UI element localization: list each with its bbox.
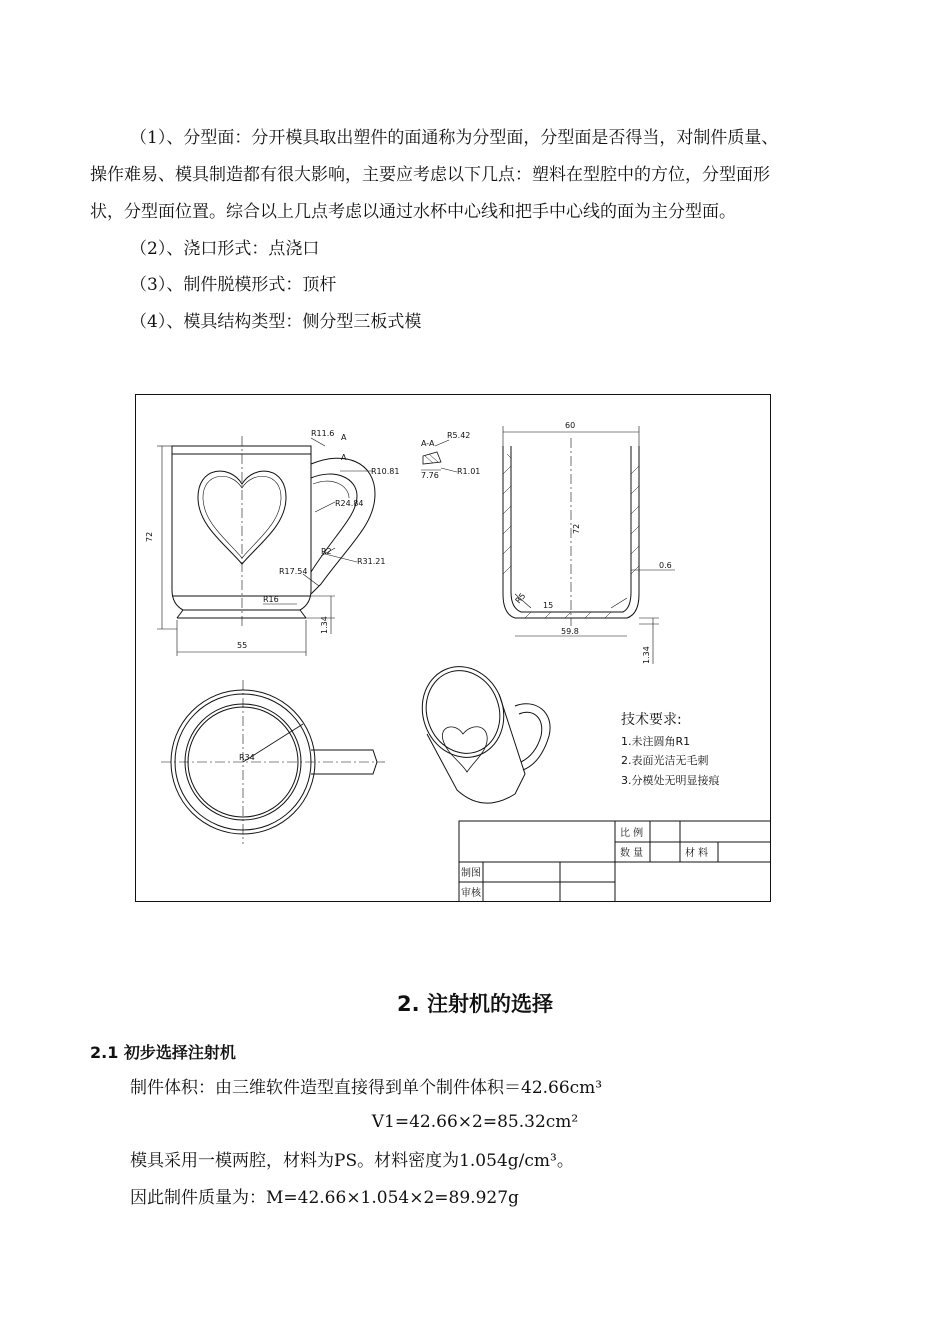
svg-text:A: A [341,433,347,442]
section-view [503,426,675,664]
svg-text:R24.84: R24.84 [335,499,364,508]
svg-text:0.6: 0.6 [659,561,672,570]
svg-text:3.分模处无明显接痕: 3.分模处无明显接痕 [621,774,720,787]
svg-text:R31.21: R31.21 [357,557,386,566]
svg-text:比 例: 比 例 [620,828,644,839]
body-line: 制件体积：由三维软件造型直接得到单个制件体积＝42.66cm³ [130,1078,603,1098]
svg-text:59.8: 59.8 [561,627,579,636]
subsection-heading: 2.1 初步选择注射机 [90,1043,236,1062]
section-view-dims [514,421,672,664]
paragraph-line: 操作难易、模具制造都有很大影响，主要应考虑以下几点：塑料在型腔中的方位，分型面形 [90,165,770,185]
list-item: （4）、模具结构类型：侧分型三板式模 [130,312,422,332]
svg-text:R5.42: R5.42 [447,431,471,440]
paragraph-line: 状，分型面位置。综合以上几点考虑以通过水杯中心线和把手中心线的面为主分型面。 [90,202,736,222]
svg-text:A-A: A-A [421,439,435,448]
svg-text:审核: 审核 [461,888,481,899]
svg-text:R16: R16 [263,595,279,604]
front-view [157,436,375,656]
svg-text:R11.6: R11.6 [311,429,335,438]
svg-text:60: 60 [565,421,576,430]
svg-text:15: 15 [543,601,554,610]
paragraph-line: （1）、分型面：分开模具取出塑件的面通称为分型面，分型面是否得当，对制件质量、 [130,128,779,148]
svg-text:R17.54: R17.54 [279,567,308,576]
svg-text:55: 55 [237,641,248,650]
section-heading: 2. 注射机的选择 [397,992,553,1016]
body-line: 因此制件质量为：M=42.66×1.054×2=89.927g [130,1188,519,1208]
svg-text:技术要求:: 技术要求: [621,712,682,728]
svg-text:A: A [341,453,347,462]
isometric-view [410,655,550,803]
top-view [161,680,385,844]
section-a-a-labels [421,431,480,480]
list-item: （3）、制件脱模形式：顶杆 [130,275,337,295]
svg-text:R2: R2 [321,547,332,556]
svg-text:72: 72 [572,523,581,534]
svg-text:72: 72 [145,531,154,542]
svg-text:制图: 制图 [461,868,481,879]
svg-text:R10.81: R10.81 [371,467,400,476]
title-block [459,821,771,902]
svg-text:1.34: 1.34 [320,616,329,634]
list-item: （2）、浇口形式：点浇口 [130,239,320,259]
front-view-dims [145,429,399,650]
top-view-dim: R34 [239,753,255,762]
svg-text:R1.01: R1.01 [457,467,481,476]
svg-text:1.34: 1.34 [642,646,651,664]
svg-text:1.未注圆角R1: 1.未注圆角R1 [621,735,691,748]
svg-text:7.76: 7.76 [421,471,439,480]
svg-text:2.表面光洁无毛刺: 2.表面光洁无毛刺 [621,754,709,767]
svg-text:数 量: 数 量 [620,848,644,859]
svg-text:R5: R5 [513,591,528,606]
engineering-drawing [135,394,771,902]
formula: V1=42.66×2=85.32cm² [371,1112,579,1132]
body-line: 模具采用一模两腔，材料为PS。材料密度为1.054g/cm³。 [130,1151,574,1171]
technical-requirements [621,711,720,787]
svg-text:材 料: 材 料 [685,848,709,859]
